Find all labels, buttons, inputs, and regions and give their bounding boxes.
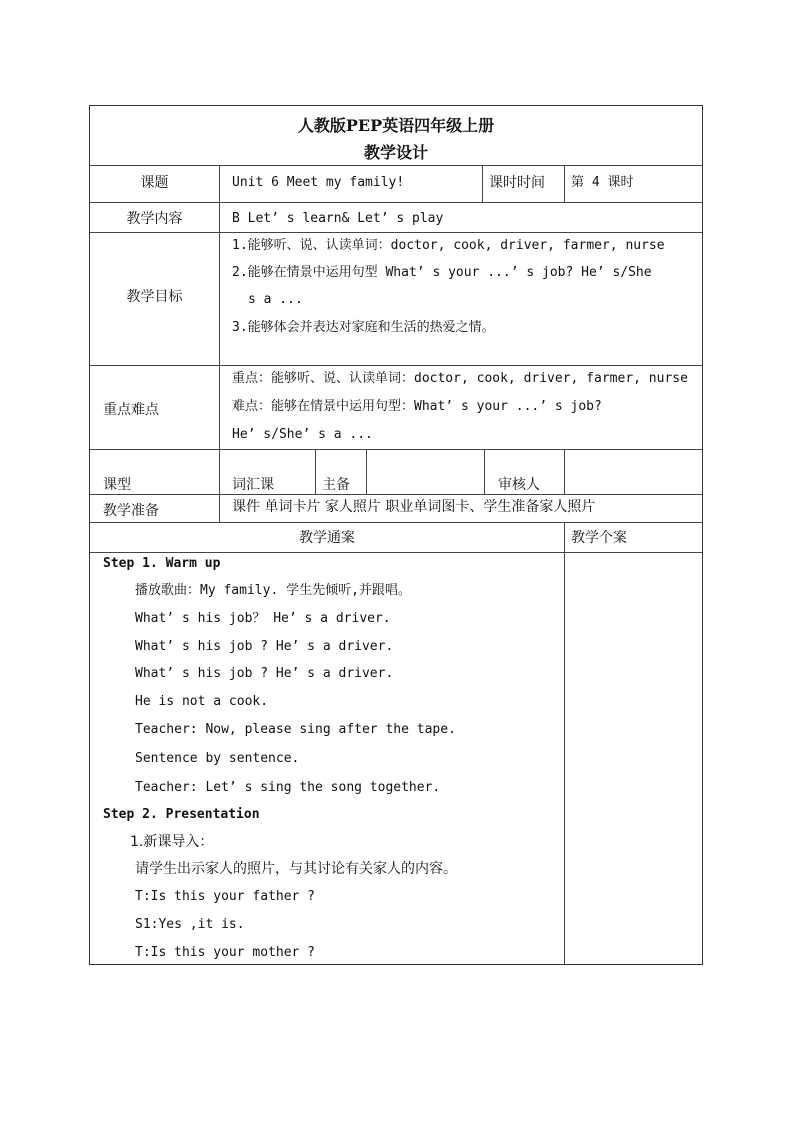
rule-review-label-end (564, 449, 565, 494)
plan-line: What’ s his job？ He’ s a driver. (135, 611, 391, 626)
rule-type-value-end (315, 449, 316, 494)
rule-below-prep (90, 522, 702, 523)
rule-lead-label-end (366, 449, 367, 494)
key-line: 难点：能够在情景中运用句型：What’ s your ...’ s job? (232, 399, 602, 414)
rule-below-key (90, 449, 702, 450)
document-subtitle: 教学设计 (363, 143, 428, 162)
rule-below-lesson (90, 202, 702, 203)
key-line: He’ s/She’ s a ... (232, 427, 373, 442)
type-label: 课型 (103, 477, 131, 493)
plan-step-heading: Step 2. Presentation (103, 807, 260, 822)
plan-line: 1.新课导入： (130, 834, 214, 850)
personal-plan-header: 教学个案 (571, 530, 627, 546)
plan-step-heading: Step 1. Warm up (103, 556, 221, 571)
plan-line: He is not a cook. (135, 694, 269, 709)
plan-line: T:Is this your father ? (135, 889, 316, 904)
plan-line: 请学生出示家人的照片，与其讨论有关家人的内容。 (135, 861, 457, 877)
lesson-label: 课题 (140, 175, 169, 191)
document-title: 人教版PEP英语四年级上册 (297, 116, 495, 135)
type-value: 词汇课 (232, 477, 274, 493)
goals-label: 教学目标 (126, 289, 183, 305)
plan-line: S1:Yes ,it is. (135, 917, 245, 932)
rule-below-goals (90, 365, 702, 366)
lesson-time-value: 第 4 课时 (571, 175, 634, 190)
rule-lead-value-end (484, 449, 485, 494)
lesson-time-label: 课时时间 (489, 175, 545, 191)
plan-line: 播放歌曲：My family. 学生先倾听,并跟唱。 (135, 583, 411, 598)
content-label: 教学内容 (126, 211, 183, 227)
plan-line: What’ s his job ? He’ s a driver. (135, 666, 394, 681)
key-label: 重点难点 (103, 402, 159, 418)
content-value: B Let’ s learn& Let’ s play (232, 211, 444, 226)
rule-section-split (564, 522, 565, 964)
goals-line: s a ... (248, 292, 303, 307)
goals-line: 2.能够在情景中运用句型 What’ s your ...’ s job? He’ s/She (232, 265, 652, 280)
review-label: 审核人 (498, 477, 540, 493)
rule-label-column (219, 165, 220, 522)
prep-label: 教学准备 (103, 503, 159, 519)
plan-line: T:Is this your mother ? (135, 945, 316, 960)
plan-line: Teacher: Let’ s sing the song together. (135, 780, 441, 795)
lead-label: 主备 (322, 477, 350, 493)
lesson-value: Unit 6 Meet my family! (232, 175, 405, 190)
plan-line: Teacher: Now, please sing after the tape. (135, 722, 456, 737)
rule-lesson-title-end (482, 165, 483, 202)
rule-lesson-time-label-end (564, 165, 565, 202)
prep-value: 课件 单词卡片 家人照片 职业单词图卡、学生准备家人照片 (232, 499, 596, 515)
plan-line: What’ s his job ? He’ s a driver. (135, 639, 394, 654)
rule-below-title (90, 165, 702, 166)
goals-line: 3.能够体会并表达对家庭和生活的热爱之情。 (232, 320, 495, 335)
rule-below-section-headers (90, 552, 702, 553)
rule-below-type (90, 494, 702, 495)
lesson-plan-table (89, 105, 703, 965)
key-line: 重点：能够听、说、认读单词：doctor, cook, driver, farmer, nurse (232, 371, 688, 386)
goals-line: 1.能够听、说、认读单词：doctor, cook, driver, farmer, nurse (232, 238, 665, 253)
rule-below-content (90, 232, 702, 233)
plan-line: Sentence by sentence. (135, 751, 300, 766)
common-plan-header: 教学通案 (299, 530, 355, 546)
